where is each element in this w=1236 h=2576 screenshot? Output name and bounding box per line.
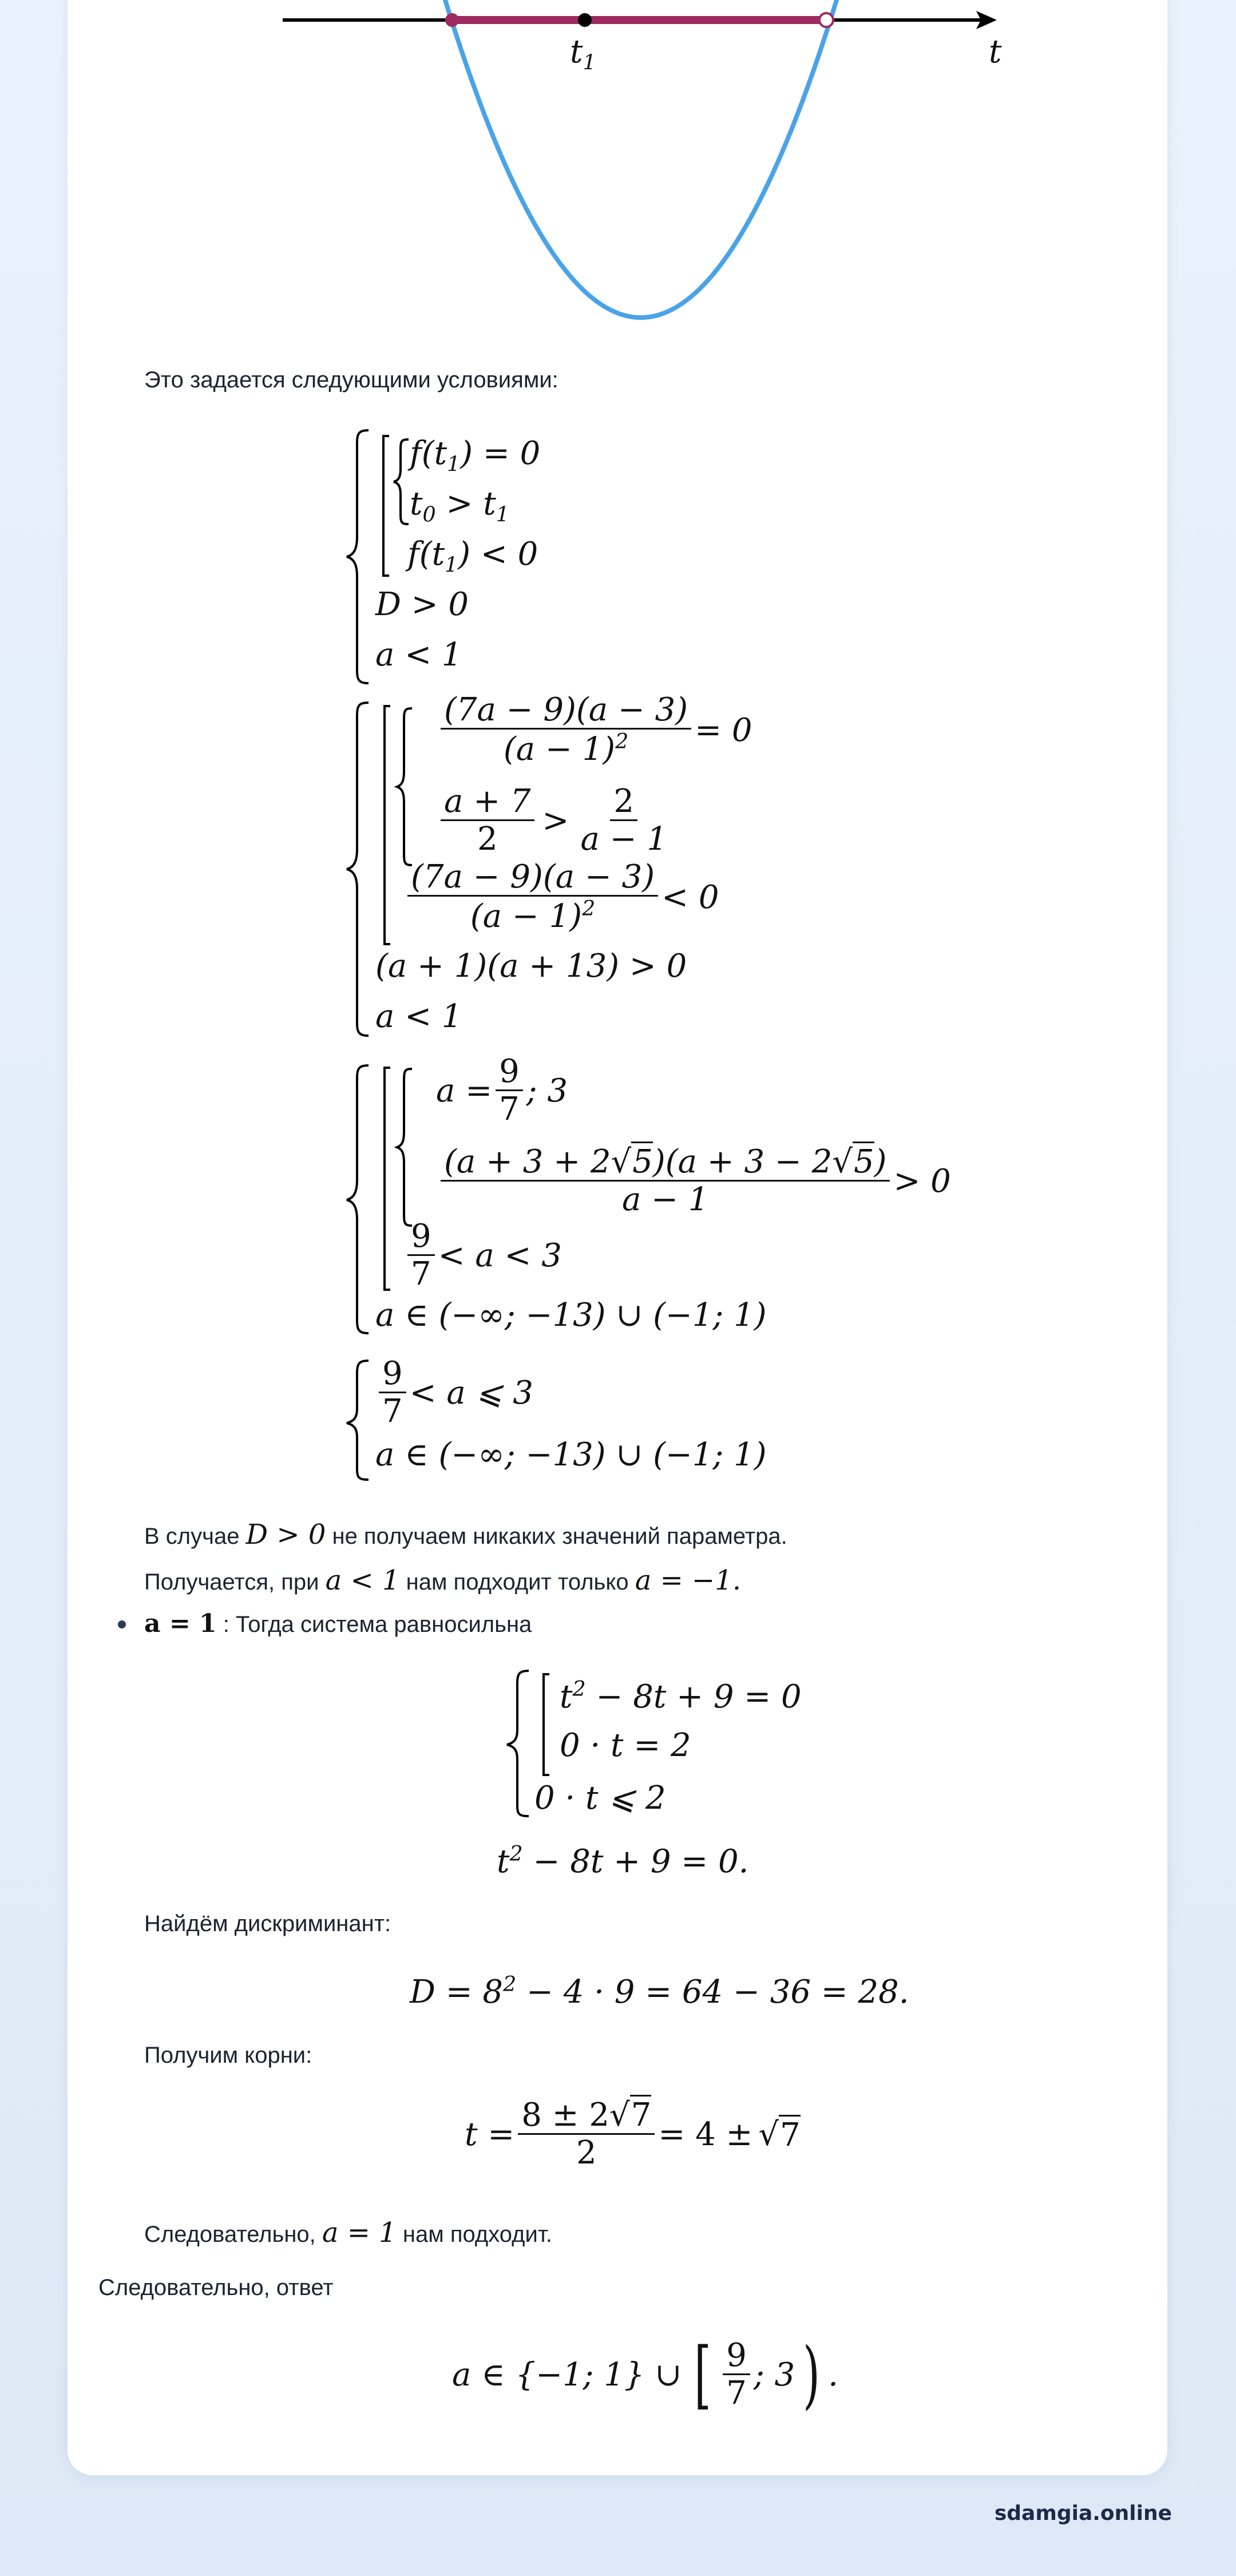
s1-t-gt: $t_0 > t_1$ — [410, 485, 509, 527]
roots-formula: t = $\frac{8 \pm 2√7}{2}$ = 4 ± √ 7 — [465, 2098, 801, 2171]
s1-a: a < 1 — [375, 636, 462, 673]
s3-row2: $\frac{(a + 3 + 2√5)(a + 3 - 2√5)}{a - 1}$ > 0 — [437, 1144, 951, 1218]
s4-row1: $\frac{9}{7}$ < a ⩽ 3 — [375, 1356, 533, 1430]
s2-prod: (a + 1)(a + 13) > 0 — [375, 948, 687, 985]
s2-row3: $\frac{(7a - 9)(a - 3)}{(a - 1)^2}$ < 0 — [404, 859, 719, 935]
t1-point — [578, 13, 592, 27]
interval-left-point — [445, 13, 459, 27]
s3-row1: a = $\frac{9}{7}$ ; 3 — [436, 1053, 568, 1128]
get-roots-text: Получим корни: — [144, 2043, 312, 2068]
s5-result: $t^2 - 8t + 9 = 0$. — [497, 1841, 749, 1881]
case-d-line: В случае D > 0 не получаем никаких значений параметра. — [144, 1519, 787, 1551]
s2-row2: $\frac{a + 7}{2}$ > $\frac{2}{a - 1}$ — [437, 784, 674, 858]
s1-f-eq: $f(t_1) = 0$ — [410, 435, 541, 477]
t-axis-label: t — [989, 33, 1002, 70]
consequently-line: Следовательно, a = 1 нам подходит. — [144, 2217, 552, 2249]
parabola-curve — [435, 0, 847, 318]
s2-a: a < 1 — [375, 998, 462, 1035]
disc-formula: $D = 8^2 - 4 \cdot 9 = 64 - 36 = 28$. — [410, 1972, 909, 2011]
s1-f-lt: $f(t_1) < 0$ — [407, 536, 538, 577]
s3-row3: $\frac{9}{7}$ < a < 3 — [404, 1219, 562, 1293]
s4-union: a ∈ (−∞; −13) ∪ (−1; 1) — [375, 1436, 767, 1473]
bullet-icon — [118, 1620, 126, 1628]
s5-eq1: $t^2 - 8t + 9 = 0$ — [560, 1677, 802, 1716]
answer-intro: Следовательно, ответ — [98, 2275, 334, 2300]
s5-ineq: 0 · t ⩽ 2 — [534, 1780, 666, 1817]
interval-right-point — [819, 13, 833, 27]
conditions-intro: Это задается следующими условиями: — [144, 367, 558, 393]
s3-union: a ∈ (−∞; −13) ∪ (−1; 1) — [375, 1297, 767, 1334]
answer-formula: a ∈ {−1; 1} ∪ [ $\frac{9}{7}$ ; 3 ) . — [452, 2332, 838, 2418]
s2-row1: $\frac{(7a - 9)(a - 3)}{(a - 1)^2}$ = 0 — [437, 692, 752, 768]
system4-brace — [343, 1358, 378, 1484]
parabola-graph — [0, 0, 1236, 366]
t1-label: $t_1$ — [570, 33, 596, 75]
s1-d: D > 0 — [375, 586, 469, 623]
result-line: Получается, при a < 1 нам подходит только a = −1. — [144, 1564, 742, 1596]
find-disc-text: Найдём дискриминант: — [144, 1911, 391, 1936]
bullet-line: a = 1 : Тогда система равносильна — [144, 1609, 532, 1638]
brand-logo[interactable]: sdamgia.online — [994, 2502, 1172, 2525]
s5-eq2: 0 · t = 2 — [560, 1727, 691, 1764]
